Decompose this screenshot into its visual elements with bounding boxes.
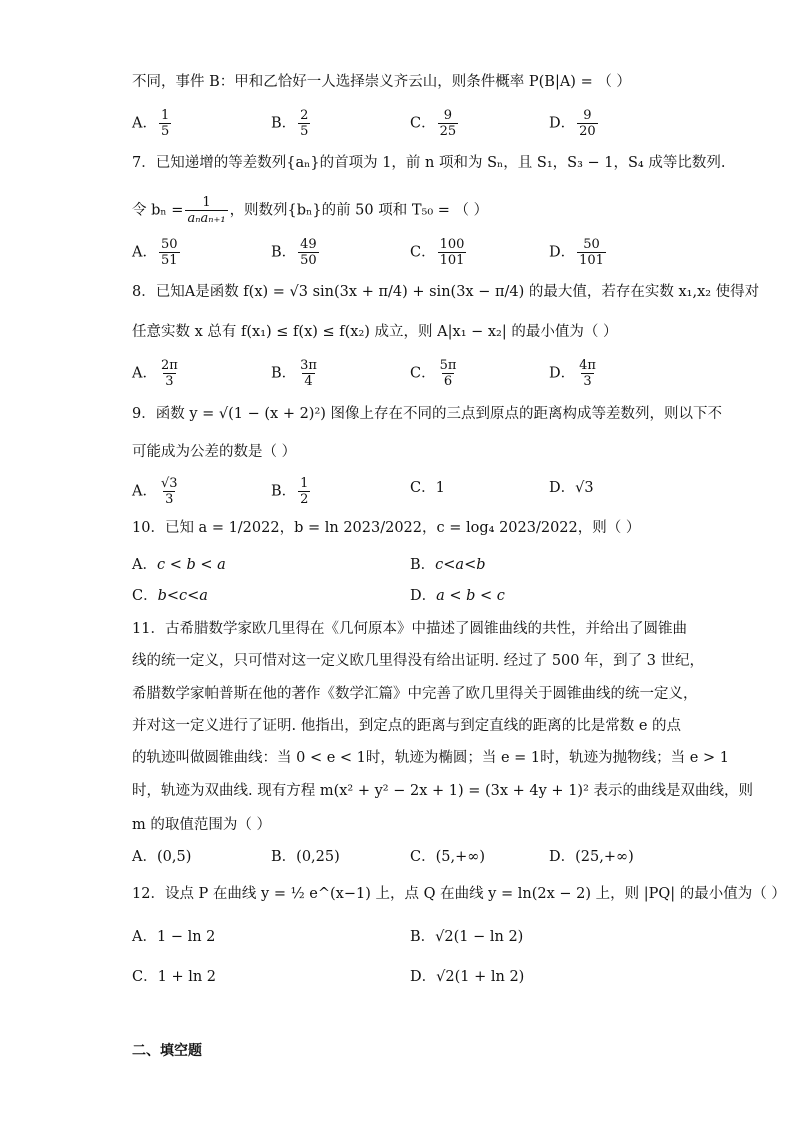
q11-line-2: 线的统一定义，只可惜对这一定义欧几里得没有给出证明. 经过了 500 年，到了 3 世纪， (132, 653, 705, 669)
q7-option-c[interactable]: C． $\frac{100}{101}$ (410, 237, 465, 268)
q11-option-c[interactable]: C．(5,+∞) (410, 849, 485, 865)
q12-option-a[interactable]: A．1 − ln 2 (132, 929, 216, 945)
fraction: $\frac{50}{101}$ (579, 237, 604, 268)
fraction: $\frac{50}{51}$ (160, 237, 178, 268)
q6-stem-tail: 不同，事件 B：甲和乙恰好一人选择崇义齐云山，则条件概率 P(B|A) = （ ） (132, 74, 631, 90)
q12-line1: 12．设点 P 在曲线 y = ½ e^(x−1) 上，点 Q 在曲线 y = ln(2x − 2) 上，则 |PQ| 的最小值为（ ） (132, 886, 786, 902)
q12-option-b[interactable]: B．√2(1 − ln 2) (410, 929, 524, 945)
q8-option-b[interactable]: B． $\frac{3\pi}{4}$ (271, 358, 317, 389)
q6-option-d[interactable]: D． $\frac{9}{20}$ (549, 108, 596, 139)
fraction: $\frac{3\pi}{4}$ (300, 358, 317, 389)
q11-line-3: 希腊数学家帕普斯在他的著作《数学汇篇》中完善了欧几里得关于圆锥曲线的统一定义， (132, 686, 698, 702)
q11-option-d[interactable]: D．(25,+∞) (549, 849, 634, 865)
q11-line-6: 时，轨迹为双曲线. 现有方程 m(x² + y² − 2x + 1) = (3x + 4y + 1)² 表示的曲线是双曲线，则 (132, 783, 753, 799)
fraction: $\frac{2}{5}$ (300, 108, 309, 139)
q11-option-a[interactable]: A．(0,5) (132, 849, 192, 865)
fraction: $\frac{√3}{3}$ (160, 476, 178, 507)
fraction: $\frac{2\pi}{3}$ (160, 358, 178, 389)
fraction: $\frac{1}{2}$ (300, 476, 309, 507)
q7-line1: 7．已知递增的等差数列{aₙ}的首项为 1，前 n 项和为 Sₙ，且 S₁，S₃ − 1，S₄ 成等比数列. (132, 155, 726, 171)
q9-option-a[interactable]: A． $\frac{√3}{3}$ (132, 476, 178, 507)
q10-option-a[interactable]: A．c < b < a (132, 557, 226, 573)
q11-line-7: m 的取值范围为（ ） (132, 817, 271, 833)
q9-line2: 可能成为公差的数是（ ） (132, 444, 297, 460)
q12-option-c[interactable]: C．1 + ln 2 (132, 969, 217, 985)
q9-option-b[interactable]: B． $\frac{1}{2}$ (271, 476, 309, 507)
q8-option-d[interactable]: D． $\frac{4\pi}{3}$ (549, 358, 596, 389)
q10-option-c[interactable]: C．b<c<a (132, 588, 208, 604)
fraction: $\frac{5\pi}{6}$ (439, 358, 457, 389)
q11-line-4: 并对这一定义进行了证明. 他指出，到定点的距离与到定直线的距离的比是常数 e 的点 (132, 718, 682, 734)
q9-option-d[interactable]: D．√3 (549, 480, 594, 496)
fraction: $\frac{9}{20}$ (579, 108, 596, 139)
fraction: $\frac{9}{25}$ (439, 108, 457, 139)
q12-option-d[interactable]: D．√2(1 + ln 2) (410, 969, 525, 985)
q11-line-5: 的轨迹叫做圆锥曲线：当 0 < e < 1时，轨迹为椭圆；当 e = 1时，轨迹为抛物线；当 e > 1 (132, 750, 729, 766)
q8-option-a[interactable]: A． $\frac{2\pi}{3}$ (132, 358, 178, 389)
q6-option-c[interactable]: C． $\frac{9}{25}$ (410, 108, 457, 139)
q6-option-b[interactable]: B． $\frac{2}{5}$ (271, 108, 309, 139)
q11-option-b[interactable]: B．(0,25) (271, 849, 340, 865)
fraction: $\frac{1}{\text{aₙaₙ₊₁}}$ (187, 195, 226, 226)
q7-option-b[interactable]: B． $\frac{49}{50}$ (271, 237, 317, 268)
q8-line1: 8．已知A是函数 f(x) = √3 sin(3x + π/4) + sin(3x − π/4) 的最大值，若存在实数 x₁,x₂ 使得对 (132, 284, 760, 300)
section-heading: 二、填空题 (132, 1043, 202, 1059)
q7-option-d[interactable]: D． $\frac{50}{101}$ (549, 237, 604, 268)
q10-option-d[interactable]: D．a < b < c (410, 588, 505, 604)
fraction: $\frac{1}{5}$ (160, 108, 170, 139)
q9-option-c[interactable]: C．1 (410, 480, 445, 496)
fraction: $\frac{49}{50}$ (300, 237, 317, 268)
q7-option-a[interactable]: A． $\frac{50}{51}$ (132, 237, 178, 268)
q10-line1: 10．已知 a = 1/2022，b = ln 2023/2022，c = log₄ 2023/2022，则（ ） (132, 520, 641, 536)
q9-line1: 9．函数 y = √(1 − (x + 2)²) 图像上存在不同的三点到原点的距离构成等差数列，则以下不 (132, 406, 723, 422)
q10-option-b[interactable]: B．c<a<b (410, 557, 486, 573)
q8-option-c[interactable]: C． $\frac{5\pi}{6}$ (410, 358, 457, 389)
fraction: $\frac{4\pi}{3}$ (579, 358, 596, 389)
q6-option-a[interactable]: A． $\frac{1}{5}$ (132, 108, 170, 139)
fraction: $\frac{100}{101}$ (439, 237, 465, 268)
q11-line-1: 11．古希腊数学家欧几里得在《几何原本》中描述了圆锥曲线的共性，并给出了圆锥曲 (132, 621, 687, 637)
q7-line2: 令 bₙ = $\frac{1}{\text{aₙaₙ₊₁}}$ ，则数列{bₙ}的前 50 项和 T₅₀ = （ ） (132, 195, 489, 226)
q8-line2: 任意实数 x 总有 f(x₁) ≤ f(x) ≤ f(x₂) 成立，则 A|x₁ − x₂| 的最小值为（ ） (132, 324, 618, 340)
